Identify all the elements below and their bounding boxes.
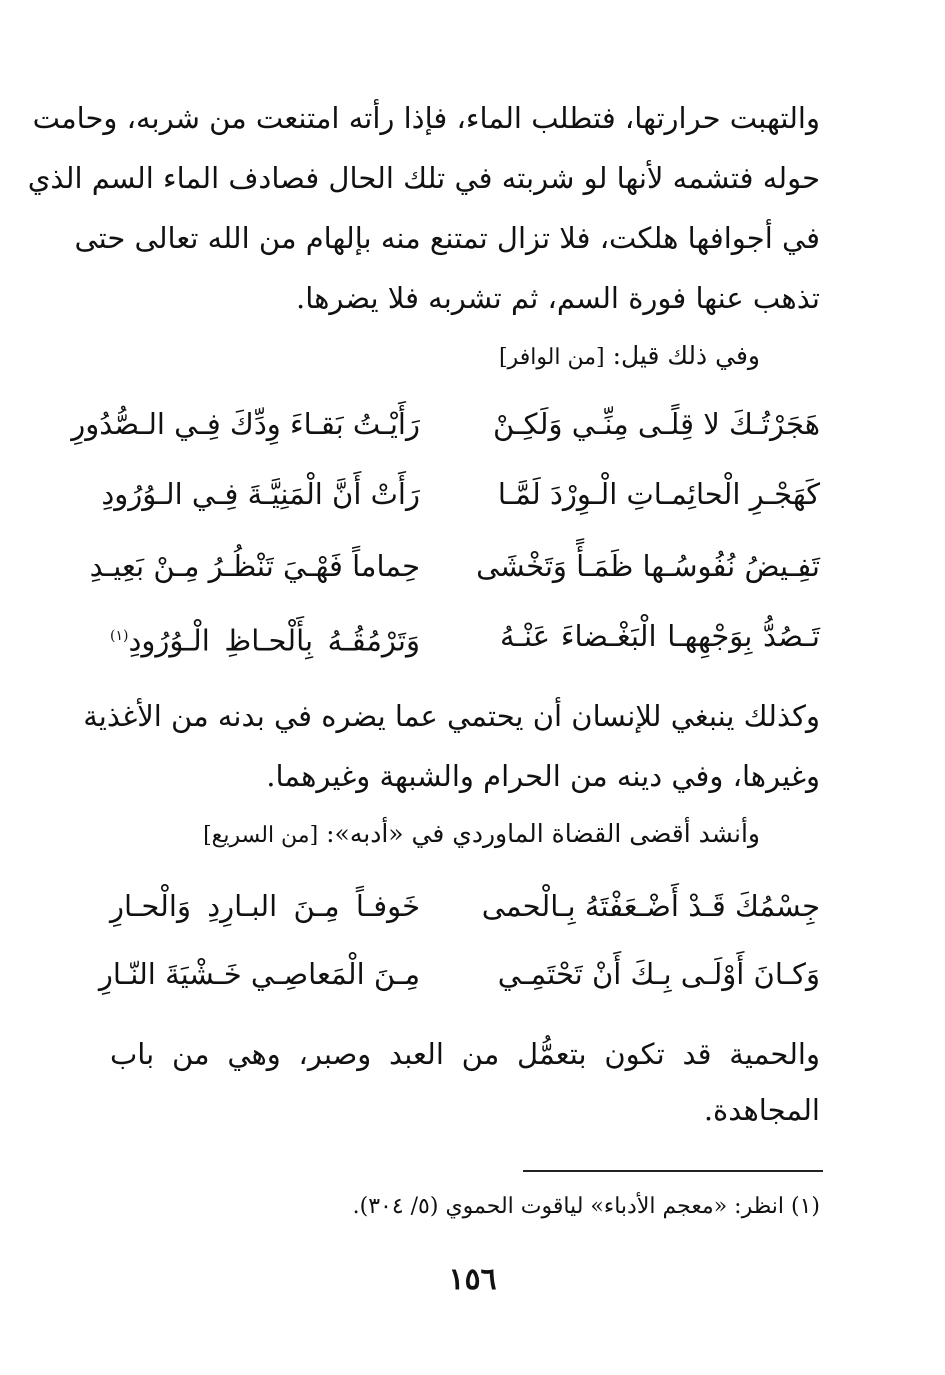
paragraph-line: في أجوافها هلكت، فلا تزال تمتنع منه بإلهام من الله تعالى حتى — [74, 221, 820, 255]
verse-second-hemistich: خَوفـاً مِـنَ البـارِدِ وَالْحـارِ — [110, 889, 420, 923]
page-number: ١٥٦ — [448, 1262, 497, 1297]
meter-label: [من الوافر] — [498, 345, 605, 370]
footnote-marker: (١) — [110, 628, 129, 644]
footnote: (١) انظر: «معجم الأدباء» لياقوت الحموي (٥/ ٣٠٤). — [352, 1194, 820, 1219]
verse-line — [89, 542, 820, 590]
verse-line — [71, 400, 820, 448]
meter-label: [من السريع] — [203, 823, 319, 848]
paragraph-line: وكذلك ينبغي للإنسان أن يحتمي عما يضره في بدنه من الأغذية — [83, 699, 820, 733]
verse-first-hemistich: هَجَرْتُـكَ لا قِلًـى مِنِّـي وَلَكِـنْ — [493, 407, 820, 441]
verse-first-hemistich: وَكـانَ أَوْلَـى بِـكَ أَنْ تَحْتَمِـي — [497, 957, 820, 991]
verse-text: وَتَرْمُقُـهُ بِأَلْحـاظِ الْـوُرُودِ — [128, 623, 420, 658]
verse-line — [110, 612, 820, 660]
poem-intro — [499, 338, 760, 376]
verse-first-hemistich: تَـصُدُّ بِوَجْهِهـا الْبَغْـضاءَ عَنْـهُ — [500, 619, 820, 653]
paragraph-line: والحمية قد تكون بتعمُّل من العبد وصبر، وهي من باب — [110, 1037, 820, 1071]
verse-first-hemistich: جِسْمُكَ قَـدْ أَضْـعَفْتَهُ بِـالْحمى — [481, 889, 820, 923]
paragraph-line: والتهبت حرارتها، فتطلب الماء، فإذا رأته امتنعت من شربه، وحامت — [32, 101, 820, 135]
verse-first-hemistich: تَفِـيضُ نُفُوسُـها ظَمَـأً وَتَخْشَى — [476, 549, 820, 583]
footnote-divider — [523, 1170, 823, 1172]
intro-text: وأنشد أقضى القضاة الماوردي في «أدبه»: — [326, 819, 760, 848]
verse-second-hemistich — [110, 612, 420, 665]
verse-second-hemistich: رَأَتْ أَنَّ الْمَنِيَّـةَ فِـي الـوُرُودِ — [101, 477, 420, 511]
verse-line — [98, 950, 820, 998]
paragraph-line: حوله فتشمه لأنها لو شربته في تلك الحال فصادف الماء السم الذي — [27, 161, 820, 195]
verse-second-hemistich: حِماماً فَهْـيَ تَنْظُـرُ مِـنْ بَعِيـدِ — [89, 549, 420, 583]
poem-intro — [203, 816, 760, 854]
verse-line — [101, 470, 820, 518]
paragraph-line: المجاهدة. — [703, 1093, 820, 1127]
paragraph-line: تذهب عنها فورة السم، ثم تشربه فلا يضرها. — [296, 281, 820, 315]
verse-second-hemistich: رَأَيْـتُ بَقـاءَ وِدِّكَ فِـي الـصُّدُورِ — [71, 407, 420, 441]
intro-text: وفي ذلك قيل: — [612, 341, 760, 370]
paragraph-line: وغيرها، وفي دينه من الحرام والشبهة وغيرهما. — [266, 759, 820, 793]
verse-line — [110, 882, 820, 930]
verse-second-hemistich: مِـنَ الْمَعاصِـي خَـشْيَةَ النّـارِ — [98, 957, 420, 991]
verse-first-hemistich: كَهَجْـرِ الْحائِمـاتِ الْـوِرْدَ لَمَّـا — [497, 477, 820, 511]
